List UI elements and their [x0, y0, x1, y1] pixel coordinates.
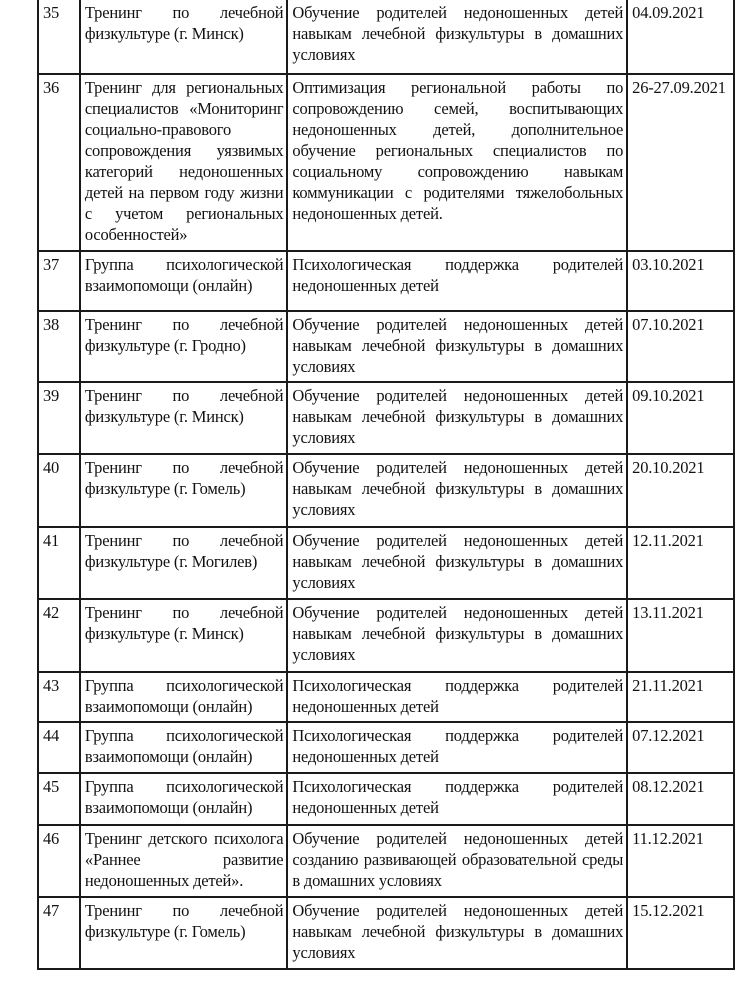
event-date — [627, 0, 734, 74]
cell-name-text: Тренинг по лечебной физкультуре (г. Минск) — [84, 603, 284, 643]
event-description — [287, 454, 627, 527]
cell-date-text: 04.09.2021 — [632, 3, 705, 22]
cell-num-text: 40 — [43, 458, 60, 477]
event-name — [80, 527, 288, 599]
table-row — [38, 382, 734, 454]
table-row — [38, 773, 734, 825]
cell-description-text: Обучение родителей недоношенных детей навыкам лечебной физкультуры в домашних условиях — [292, 531, 624, 592]
table-row — [38, 251, 734, 311]
event-name — [80, 672, 288, 722]
event-name — [80, 382, 288, 454]
event-date — [627, 74, 734, 251]
table-row — [38, 825, 734, 897]
cell-num-text: 47 — [43, 901, 60, 920]
event-name — [80, 311, 288, 382]
events-table — [37, 0, 735, 970]
event-description — [287, 74, 627, 251]
cell-num-text: 39 — [43, 386, 60, 405]
cell-name-text: Тренинг по лечебной физкультуре (г. Могилев) — [84, 531, 284, 571]
cell-description-text: Обучение родителей недоношенных детей навыкам лечебной физкультуры в домашних условиях — [292, 386, 624, 447]
event-description — [287, 825, 627, 897]
table-row — [38, 311, 734, 382]
event-description — [287, 897, 627, 969]
event-date — [627, 527, 734, 599]
cell-description-text: Психологическая поддержка родителей недоношенных детей — [292, 676, 624, 716]
cell-description-text: Психологическая поддержка родителей недоношенных детей — [292, 777, 624, 817]
cell-num-text: 43 — [43, 676, 60, 695]
cell-date-text: 11.12.2021 — [632, 829, 704, 848]
event-name — [80, 722, 288, 773]
row-number — [38, 311, 80, 382]
event-name — [80, 773, 288, 825]
cell-date-text: 03.10.2021 — [632, 255, 705, 274]
cell-name-text: Тренинг по лечебной физкультуре (г. Гродно) — [84, 315, 284, 355]
row-number — [38, 672, 80, 722]
cell-description-text: Обучение родителей недоношенных детей навыкам лечебной физкультуры в домашних условиях — [292, 3, 624, 64]
cell-num-text: 42 — [43, 603, 60, 622]
event-description — [287, 722, 627, 773]
cell-name-text: Тренинг для региональных специалистов «Мониторинг социально-правового сопровождения уязвимых категорий недоношенных детей на первом году жизни с учетом региональных особенностей» — [84, 78, 284, 244]
row-number — [38, 897, 80, 969]
cell-date-text: 26-27.09.2021 — [632, 78, 726, 97]
event-name — [80, 454, 288, 527]
row-number — [38, 527, 80, 599]
cell-num-text: 36 — [43, 78, 60, 97]
cell-date-text: 09.10.2021 — [632, 386, 705, 405]
cell-description-text: Обучение родителей недоношенных детей навыкам лечебной физкультуры в домашних условиях — [292, 901, 624, 962]
event-date — [627, 382, 734, 454]
cell-name-text: Тренинг по лечебной физкультуре (г. Минск) — [84, 3, 284, 43]
event-date — [627, 251, 734, 311]
event-description — [287, 311, 627, 382]
cell-date-text: 08.12.2021 — [632, 777, 705, 796]
cell-name-text: Тренинг по лечебной физкультуре (г. Минск) — [84, 386, 284, 426]
row-number — [38, 599, 80, 672]
event-description — [287, 527, 627, 599]
row-number — [38, 382, 80, 454]
table-row — [38, 0, 734, 74]
cell-date-text: 07.12.2021 — [632, 726, 705, 745]
cell-description-text: Психологическая поддержка родителей недоношенных детей — [292, 726, 624, 766]
table-row — [38, 672, 734, 722]
event-description — [287, 0, 627, 74]
row-number — [38, 74, 80, 251]
events-table-body — [38, 0, 734, 969]
table-row — [38, 599, 734, 672]
cell-name-text: Группа психологической взаимопомощи (онлайн) — [84, 777, 284, 817]
table-row — [38, 454, 734, 527]
cell-description-text: Обучение родителей недоношенных детей навыкам лечебной физкультуры в домашних условиях — [292, 603, 624, 664]
cell-date-text: 13.11.2021 — [632, 603, 704, 622]
row-number — [38, 454, 80, 527]
event-name — [80, 251, 288, 311]
table-row — [38, 527, 734, 599]
event-description — [287, 773, 627, 825]
row-number — [38, 773, 80, 825]
cell-date-text: 07.10.2021 — [632, 315, 705, 334]
event-description — [287, 251, 627, 311]
cell-description-text: Обучение родителей недоношенных детей созданию развивающей образовательной среды в домашних условиях — [292, 829, 624, 890]
cell-description-text: Обучение родителей недоношенных детей навыкам лечебной физкультуры в домашних условиях — [292, 315, 624, 376]
cell-name-text: Группа психологической взаимопомощи (онлайн) — [84, 676, 284, 716]
cell-name-text: Группа психологической взаимопомощи (онлайн) — [84, 255, 284, 295]
cell-num-text: 35 — [43, 3, 60, 22]
cell-num-text: 38 — [43, 315, 60, 334]
row-number — [38, 722, 80, 773]
cell-date-text: 15.12.2021 — [632, 901, 705, 920]
cell-description-text: Обучение родителей недоношенных детей навыкам лечебной физкультуры в домашних условиях — [292, 458, 624, 519]
event-date — [627, 773, 734, 825]
event-name — [80, 897, 288, 969]
event-name — [80, 74, 288, 251]
cell-num-text: 37 — [43, 255, 60, 274]
event-name — [80, 599, 288, 672]
cell-name-text: Тренинг детского психолога «Раннее развитие недоношенных детей». — [84, 829, 284, 890]
event-date — [627, 454, 734, 527]
event-description — [287, 599, 627, 672]
cell-description-text: Психологическая поддержка родителей недоношенных детей — [292, 255, 624, 295]
cell-name-text: Тренинг по лечебной физкультуре (г. Гомель) — [84, 901, 284, 941]
cell-description-text: Оптимизация региональной работы по сопровождению семей, воспитывающих недоношенных детей, дополнительное обучение региональных специалистов по социальному сопровождению навыкам коммуникации с родителями тяжелобольных недоношенных детей. — [292, 78, 624, 223]
table-row — [38, 74, 734, 251]
event-description — [287, 672, 627, 722]
cell-num-text: 41 — [43, 531, 60, 550]
event-date — [627, 825, 734, 897]
cell-num-text: 45 — [43, 777, 60, 796]
row-number — [38, 251, 80, 311]
cell-name-text: Группа психологической взаимопомощи (онлайн) — [84, 726, 284, 766]
cell-date-text: 21.11.2021 — [632, 676, 704, 695]
event-name — [80, 0, 288, 74]
cell-name-text: Тренинг по лечебной физкультуре (г. Гомель) — [84, 458, 284, 498]
event-date — [627, 599, 734, 672]
event-date — [627, 897, 734, 969]
event-date — [627, 722, 734, 773]
event-date — [627, 672, 734, 722]
table-row — [38, 897, 734, 969]
cell-date-text: 20.10.2021 — [632, 458, 705, 477]
event-description — [287, 382, 627, 454]
row-number — [38, 0, 80, 74]
cell-date-text: 12.11.2021 — [632, 531, 704, 550]
cell-num-text: 44 — [43, 726, 60, 745]
cell-num-text: 46 — [43, 829, 60, 848]
event-name — [80, 825, 288, 897]
row-number — [38, 825, 80, 897]
event-date — [627, 311, 734, 382]
table-row — [38, 722, 734, 773]
